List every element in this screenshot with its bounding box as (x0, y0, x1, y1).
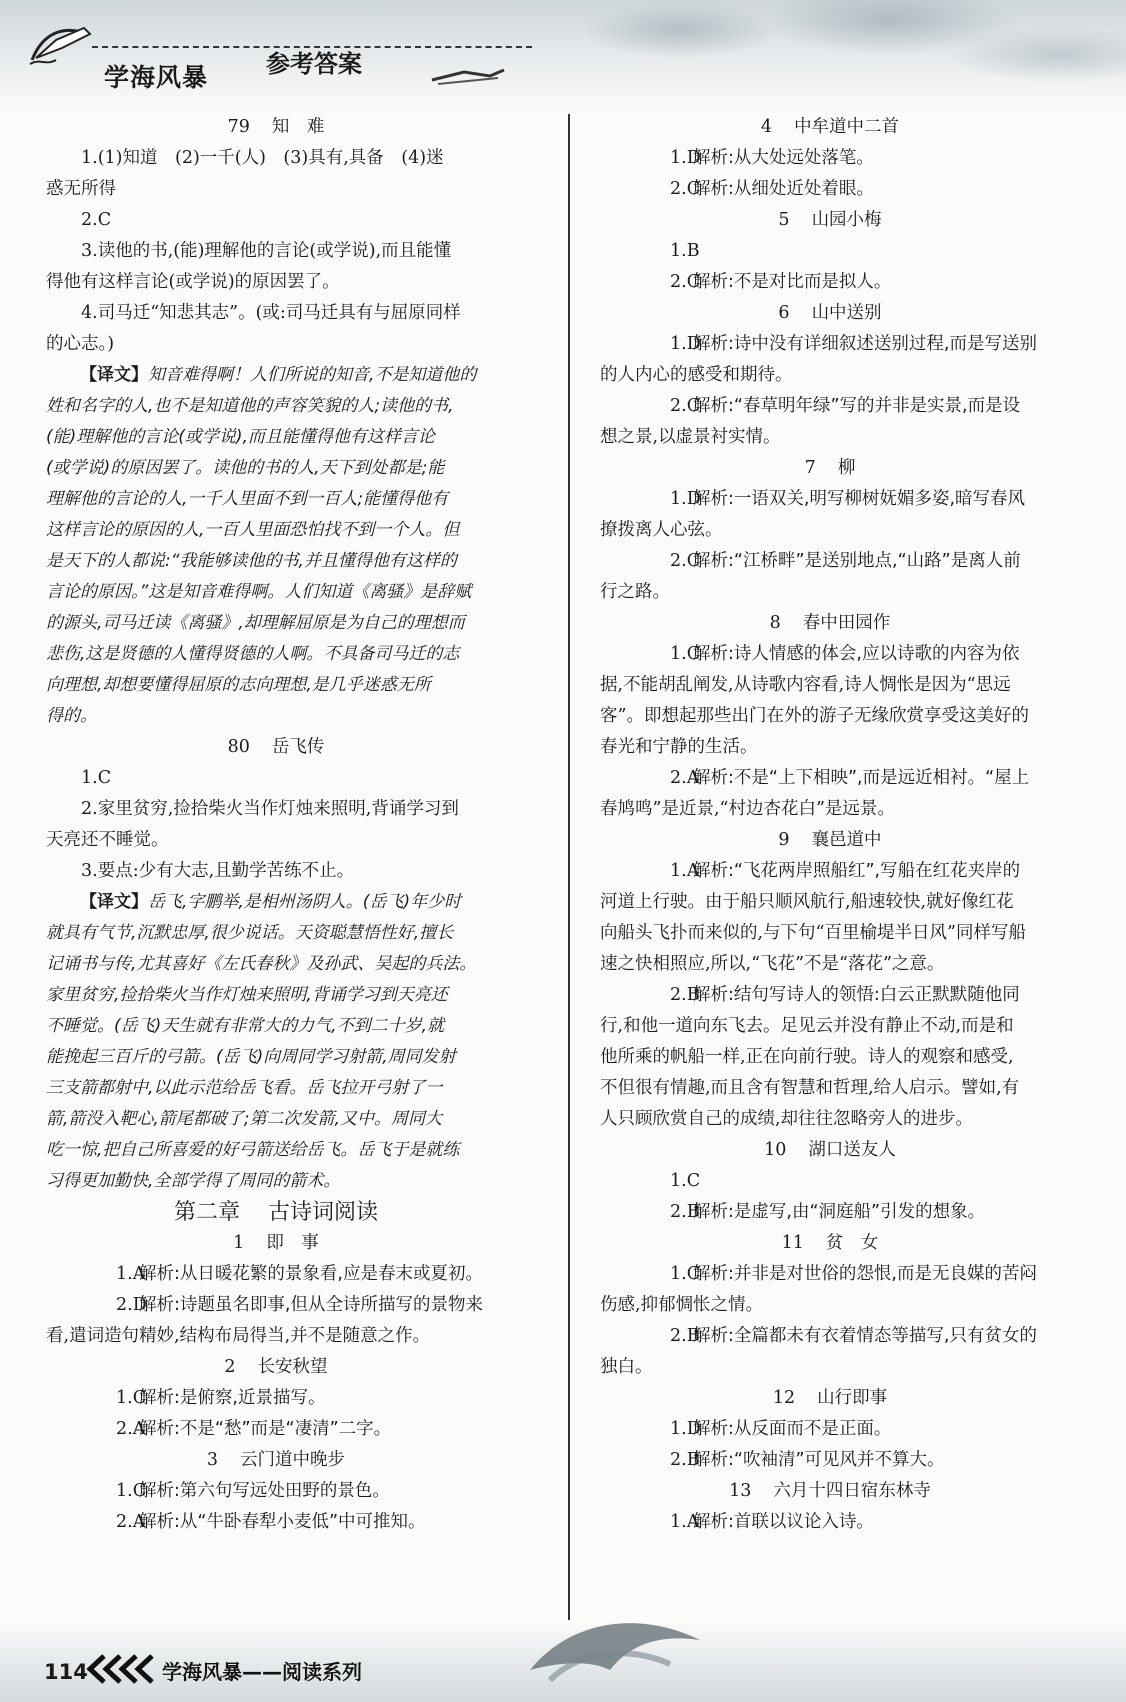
answer-text: 的人内心的感受和期待。 (600, 365, 793, 385)
left-column (46, 112, 506, 1538)
answer-analysis: 解析:从反面而不是正面。 (693, 1419, 892, 1439)
answer-choice: 2.C (670, 179, 701, 199)
answer-text: 得他有这样言论(或学说)的原因罢了。 (46, 272, 340, 292)
answer-text: 向船头飞扑而来似的,与下句“百里榆堤半日风”同样写船 (600, 923, 1026, 943)
section-number: 9 (778, 830, 790, 850)
translation-text: 是天下的人都说:“我能够读他的书,并且懂得他有这样的 (46, 551, 457, 571)
section-number: 8 (769, 613, 781, 633)
answer-line (600, 1445, 1060, 1476)
answer-line (600, 174, 1060, 205)
translation-text: 理解他的言论的人,一千人里面不到一百人;能懂得他有 (46, 489, 449, 509)
page-number: 114 (44, 1660, 88, 1684)
answer-choice: 1.C (670, 1171, 701, 1191)
answer-choice: 2.B (670, 1202, 700, 1222)
section-heading (600, 825, 1060, 856)
column-divider (568, 114, 570, 1634)
answer-text: 独白。 (600, 1357, 653, 1377)
right-column (600, 112, 1060, 1538)
series-title: 学海风暴——阅读系列 (162, 1660, 362, 1684)
answer-text: 3.读他的书,(能)理解他的言论(或学说),而且能懂 (81, 241, 452, 261)
section-number: 4 (760, 117, 773, 137)
chevrons-left-icon (86, 1652, 156, 1686)
answer-text: 他所乘的帆船一样,正在向前行驶。诗人的观察和感受, (600, 1047, 1014, 1067)
answer-choice: 2.A (116, 1419, 146, 1439)
section-heading (600, 1476, 1060, 1507)
section-number: 7 (804, 458, 816, 478)
chapter-heading (46, 1197, 506, 1228)
section-number: 2 (224, 1357, 236, 1377)
translation-text: 知音难得啊！人们所说的知音,不是知道他的 (148, 365, 477, 385)
translation-text: 三支箭都射中,以此示范给岳飞看。岳飞拉开弓射了一 (46, 1078, 443, 1098)
answer-text: 行,和他一道向东飞去。足见云并没有静止不动,而是和 (600, 1016, 1014, 1036)
answer-analysis: 解析:从大处远处落笔。 (693, 148, 874, 168)
section-heading (600, 298, 1060, 329)
answer-choice: 2.A (116, 1512, 146, 1532)
answer-choice: 2.B (670, 1450, 700, 1470)
answer-text: 1.C (81, 768, 112, 788)
answer-analysis: 解析:从日暖花繁的景象看,应是春末或夏初。 (139, 1264, 483, 1284)
brand-title: 学海风暴 (104, 63, 209, 92)
answer-analysis: 解析:并非是对世俗的怨恨,而是无良媒的苦闷 (693, 1264, 1037, 1284)
translation-text: (能)理解他的言论(或学说),而且能懂得他有这样言论 (46, 427, 435, 447)
answer-line (600, 484, 1060, 515)
answer-text: 1.(1)知道 (2)一千(人) (3)具有,具备 (4)迷 (81, 148, 444, 168)
section-heading (600, 1383, 1060, 1414)
answer-analysis: 解析:诗题虽名即事,但从全诗所描写的景物来 (139, 1295, 483, 1315)
section-heading (600, 1135, 1060, 1166)
answer-line (600, 329, 1060, 360)
answer-choice: 2.B (670, 985, 700, 1005)
answer-line (600, 267, 1060, 298)
section-name: 湖口送友人 (808, 1140, 896, 1160)
answer-text: 2.家里贫穷,捡拾柴火当作灯烛来照明,背诵学习到 (81, 799, 459, 819)
answer-choice: 1.A (116, 1264, 146, 1284)
answer-analysis: 解析:从“牛卧春犁小麦低”中可推知。 (139, 1512, 426, 1532)
translation-text: 家里贫穷,捡拾柴火当作灯烛来照明,背诵学习到天亮还 (46, 985, 448, 1005)
answer-analysis: 解析:“吹袖清”可见风并不算大。 (693, 1450, 945, 1470)
translation-text: 吃一惊,把自己所喜爱的好弓箭送给岳飞。岳飞于是就练 (46, 1140, 460, 1160)
answer-choice: 1.A (670, 1512, 700, 1532)
answer-text: 4.司马迁“知悲其志”。(或:司马迁具有与屈原同样 (81, 303, 461, 323)
answer-analysis: 解析:结句写诗人的领悟:白云正默默随他同 (693, 985, 1020, 1005)
section-heading (46, 1445, 506, 1476)
answer-line (46, 1383, 506, 1414)
header-decoration (560, 0, 1126, 100)
answer-analysis: 解析:第六句写远处田野的景色。 (139, 1481, 390, 1501)
answer-line (600, 1414, 1060, 1445)
answer-text: 河道上行驶。由于船只顺风航行,船速较快,就好像红花 (600, 892, 1014, 912)
answer-line (46, 1507, 506, 1538)
translation-text: 悲伤,这是贤德的人懂得贤德的人啊。不具备司马迁的志 (46, 644, 460, 664)
section-heading (46, 1352, 506, 1383)
translation-tag: 【译文】 (80, 365, 148, 385)
answer-analysis: 解析:“春草明年绿”写的并非是实景,而是设 (693, 396, 1021, 416)
section-name: 云门道中晚步 (240, 1450, 346, 1470)
answer-line (600, 391, 1060, 422)
answer-line (600, 1197, 1060, 1228)
translation-text: 姓和名字的人,也不是知道他的声容笑貌的人;读他的书, (46, 396, 454, 416)
answer-choice: 1.D (670, 489, 701, 509)
answer-choice: 1.C (116, 1388, 147, 1408)
chapter-title: 古诗词阅读 (268, 1200, 379, 1225)
section-name: 柳 (837, 458, 856, 478)
answer-text: 的心志。) (46, 334, 115, 354)
answer-text: 2.C (81, 210, 112, 230)
answer-choice: 1.B (670, 241, 700, 261)
section-heading (46, 1228, 506, 1259)
answer-text: 春光和宁静的生活。 (600, 737, 758, 757)
translation-text: (或学说)的原因罢了。读他的书的人,天下到处都是;能 (46, 458, 445, 478)
section-name: 襄邑道中 (811, 830, 882, 850)
section-number: 11 (781, 1233, 804, 1253)
section-number: 6 (778, 303, 790, 323)
answer-choice: 1.C (670, 644, 701, 664)
section-name: 贫 女 (825, 1233, 879, 1253)
answer-text: 人只顾欣赏自己的成绩,却往往忽略旁人的进步。 (600, 1109, 974, 1129)
answer-text: 速之快相照应,所以,“飞花”不是“落花”之意。 (600, 954, 945, 974)
answer-choice: 2.B (670, 1326, 700, 1346)
answer-choice: 1.D (670, 334, 701, 354)
answer-choice: 2.C (670, 272, 701, 292)
section-heading (600, 112, 1060, 143)
answer-choice: 1.A (670, 861, 700, 881)
translation-text: 记诵书与传,尤其喜好《左氏春秋》及孙武、吴起的兵法。 (46, 954, 477, 974)
answer-choice: 2.D (116, 1295, 147, 1315)
section-heading (600, 205, 1060, 236)
answer-line (600, 980, 1060, 1011)
answer-line (46, 1476, 506, 1507)
answer-line (46, 1414, 506, 1445)
answer-line (600, 1507, 1060, 1538)
section-number: 1 (233, 1233, 245, 1253)
answer-text: 伤感,抑郁惆怅之情。 (600, 1295, 764, 1315)
section-number: 80 (227, 737, 250, 757)
section-number: 12 (772, 1388, 796, 1408)
dolphin-icon (520, 1600, 710, 1690)
section-heading (600, 453, 1060, 484)
answer-text: 3.要点:少有大志,且勤学苦练不止。 (81, 861, 355, 881)
answer-analysis: 解析:“飞花两岸照船红”,写船在红花夹岸的 (693, 861, 1021, 881)
answer-analysis: 解析:“江桥畔”是送别地点,“山路”是离人前 (693, 551, 1021, 571)
answer-text: 行之路。 (600, 582, 670, 602)
answer-line (600, 1321, 1060, 1352)
answer-analysis: 解析:从细处近处着眼。 (693, 179, 874, 199)
answer-text: 天亮还不睡觉。 (46, 830, 169, 850)
translation-paragraph (46, 887, 506, 1197)
section-name: 山园小梅 (811, 210, 882, 230)
translation-text: 就具有气节,沉默忠厚,很少说话。天资聪慧悟性好,擅长 (46, 923, 454, 943)
answer-line (600, 236, 1060, 267)
sailboat-icon (428, 62, 508, 88)
answer-line (600, 1166, 1060, 1197)
section-name: 六月十四日宿东林寺 (773, 1481, 931, 1501)
translation-text: 言论的原因。”这是知音难得啊。人们知道《离骚》是辞赋 (46, 582, 472, 602)
section-heading (46, 112, 506, 143)
answer-text: 惑无所得 (46, 179, 116, 199)
section-title: 参考答案 (266, 50, 362, 78)
answer-text: 据,不能胡乱阐发,从诗歌内容看,诗人惆怅是因为“思远 (600, 675, 1011, 695)
translation-text: 得的。 (46, 706, 97, 726)
answer-analysis: 解析:不是“上下相映”,而是远近相衬。“屋上 (693, 768, 1030, 788)
answer-analysis: 解析:一语双关,明写柳树妩媚多姿,暗写春风 (693, 489, 1026, 509)
translation-text: 箭,箭没入靶心,箭尾都破了;第二次发箭,又中。周同大 (46, 1109, 442, 1129)
answer-choice: 2.A (670, 768, 700, 788)
answer-line (600, 856, 1060, 887)
answer-text: 想之景,以虚景衬实情。 (600, 427, 781, 447)
answer-analysis: 解析:是虚写,由“洞庭船”引发的想象。 (693, 1202, 986, 1222)
pen-icon (26, 20, 96, 68)
answer-analysis: 解析:不是“愁”而是“凄清”二字。 (139, 1419, 392, 1439)
translation-text: 向理想,却想要懂得屈原的志向理想,是几乎迷惑无所 (46, 675, 431, 695)
answer-analysis: 解析:诗人情感的体会,应以诗歌的内容为依 (693, 644, 1020, 664)
translation-text: 不睡觉。(岳飞)天生就有非常大的力气,不到二十岁,就 (46, 1016, 445, 1036)
answer-analysis: 解析:诗中没有详细叙述送别过程,而是写送别 (693, 334, 1037, 354)
section-heading (46, 732, 506, 763)
section-heading (600, 608, 1060, 639)
answer-text: 春鸠鸣”是近景,“村边杏花白”是远景。 (600, 799, 895, 819)
translation-tag: 【译文】 (80, 892, 148, 912)
translation-text: 的源头,司马迁读《离骚》,却理解屈原是为自己的理想而 (46, 613, 465, 633)
section-name: 长安秋望 (257, 1357, 328, 1377)
translation-text: 能挽起三百斤的弓箭。(岳飞)向周同学习射箭,周同发射 (46, 1047, 456, 1067)
answer-text: 客”。即想起那些出门在外的游子无缘欣赏享受这美好的 (600, 706, 1029, 726)
answer-choice: 2.C (670, 551, 701, 571)
answer-line (600, 546, 1060, 577)
answer-choice: 1.C (116, 1481, 147, 1501)
answer-choice: 2.C (670, 396, 701, 416)
section-number: 79 (227, 117, 250, 137)
section-number: 3 (206, 1450, 219, 1470)
answer-analysis: 解析:全篇都未有衣着情态等描写,只有贫女的 (693, 1326, 1037, 1346)
answer-analysis: 解析:是俯察,近景描写。 (139, 1388, 326, 1408)
chapter-number: 第二章 (173, 1200, 240, 1225)
translation-paragraph (46, 360, 506, 732)
answer-line (46, 1259, 506, 1290)
section-name: 春中田园作 (802, 613, 891, 633)
answer-line (46, 1290, 506, 1321)
section-name: 即 事 (266, 1233, 319, 1253)
answer-text: 不但很有情趣,而且含有智慧和哲理,给人启示。譬如,有 (600, 1078, 1020, 1098)
translation-text: 这样言论的原因的人,一百人里面恐怕找不到一个人。但 (46, 520, 460, 540)
section-name: 岳飞传 (271, 737, 325, 757)
translation-text: 习得更加勤快,全部学得了周同的箭术。 (46, 1171, 341, 1191)
answer-choice: 1.D (670, 148, 701, 168)
answer-analysis: 解析:首联以议论入诗。 (693, 1512, 874, 1532)
section-name: 中牟道中二首 (794, 117, 900, 137)
answer-line (600, 639, 1060, 670)
section-number: 5 (778, 210, 790, 230)
section-name: 山行即事 (817, 1388, 888, 1408)
answer-line (600, 143, 1060, 174)
section-number: 13 (729, 1481, 752, 1501)
section-name: 山中送别 (811, 303, 882, 323)
answer-text: 看,遣词造句精妙,结构布局得当,并不是随意之作。 (46, 1326, 431, 1346)
section-heading (600, 1228, 1060, 1259)
answer-analysis: 解析:不是对比而是拟人。 (693, 272, 892, 292)
answer-line (600, 1259, 1060, 1290)
answer-choice: 1.D (670, 1419, 701, 1439)
answer-line (600, 763, 1060, 794)
section-number: 10 (764, 1140, 787, 1160)
section-name: 知 难 (271, 117, 325, 137)
answer-choice: 1.C (670, 1264, 701, 1284)
translation-text: 岳飞,字鹏举,是相州汤阴人。(岳飞)年少时 (148, 892, 462, 912)
answer-text: 撩拨离人心弦。 (600, 520, 723, 540)
